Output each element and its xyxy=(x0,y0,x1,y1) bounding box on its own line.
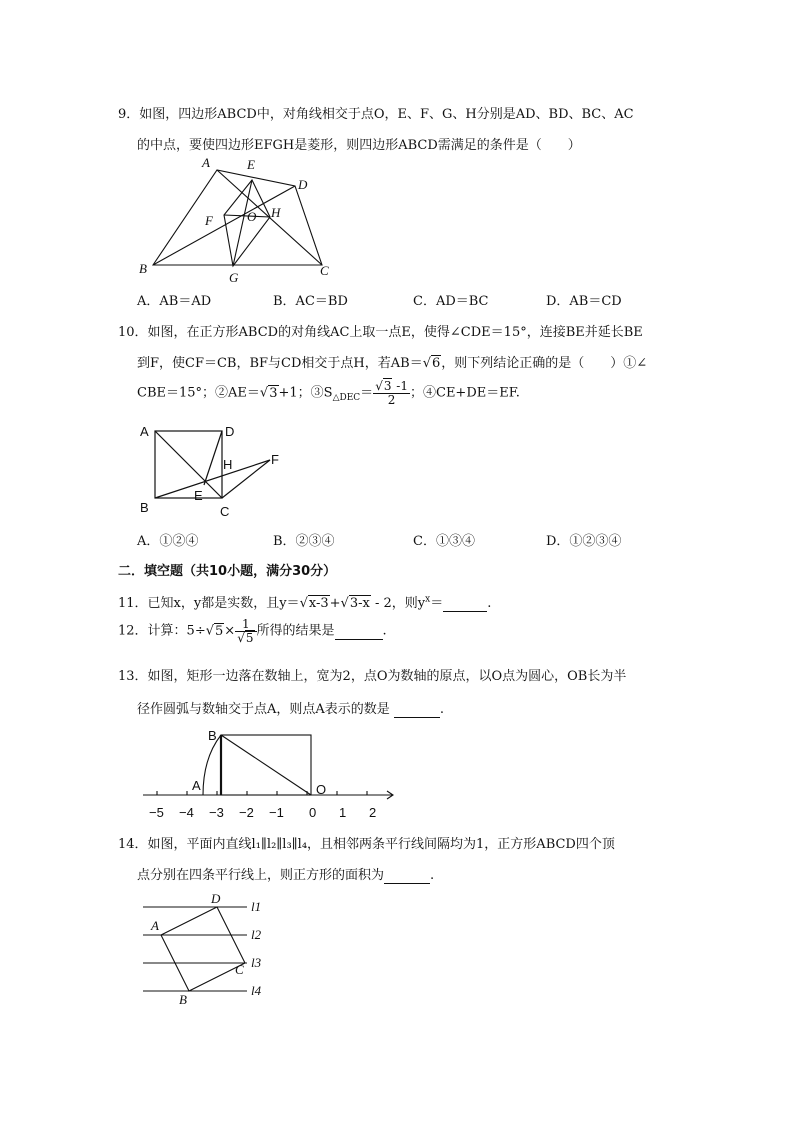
q14-label-a: A xyxy=(151,918,159,933)
q10-option-c[interactable]: C．①③④ xyxy=(413,534,475,549)
q10-label-h: H xyxy=(223,457,233,472)
q14-label-d: D xyxy=(211,891,221,906)
q10-label-c: C xyxy=(220,504,230,519)
q9-label-e: E xyxy=(247,157,255,172)
q14-line-l2: l2 xyxy=(251,927,262,942)
q13-label-b: B xyxy=(208,728,217,743)
q13-tick-0: 0 xyxy=(309,805,317,820)
q10-label-f: F xyxy=(271,452,279,467)
q10-label-b: B xyxy=(140,500,149,515)
q10-line3: CBE＝15°；②AE＝√3+1；$③S_{\triangle DEC}=$ $\frac{√3 -1}{2}$ ；④CE+DE＝EF. xyxy=(137,379,520,407)
q13-answer-blank[interactable] xyxy=(394,702,440,718)
q14-answer-blank[interactable] xyxy=(384,868,430,884)
q9-option-c[interactable]: C．AD＝BC xyxy=(413,294,489,309)
q9-line2: 的中点，要使四边形EFGH是菱形，则四边形ABCD需满足的条件是（ ） xyxy=(137,138,581,153)
q12-fraction: $\frac{1}{√5}$ xyxy=(235,618,256,644)
q13-line2: 径作圆弧与数轴交于点A，则点A表示的数是 . xyxy=(137,702,445,717)
q14-line-l1: l1 xyxy=(251,899,262,914)
q9-label-c: C xyxy=(320,263,329,278)
q9-label-d: D xyxy=(298,177,308,192)
q14-label-b: B xyxy=(179,992,187,1007)
q10-line1: 10．如图，在正方形ABCD的对角线AC上取一点E，使得∠CDE＝15°，连接BE并延长BE xyxy=(118,325,643,340)
q11-answer-blank[interactable] xyxy=(443,596,487,612)
q9-label-b: B xyxy=(139,261,147,276)
q9-label-g: G xyxy=(229,270,239,285)
q9-option-d[interactable]: D．AB＝CD xyxy=(546,294,622,309)
q10-figure xyxy=(130,418,300,528)
q14-label-c: C xyxy=(235,962,244,977)
q11-line: 11．已知x，y都是实数，且y＝√x-3+√3-x - 2，则$y^x=$ . xyxy=(118,594,492,611)
q14-line-l4: l4 xyxy=(251,983,262,998)
q13-tick-neg2: −2 xyxy=(239,805,254,820)
section-fill-in-title: 二．填空题（共10小题，满分30分） xyxy=(118,564,337,579)
q12-answer-blank[interactable] xyxy=(335,624,383,640)
q13-tick-neg1: −1 xyxy=(269,805,284,820)
q12-line: 12．计算：5÷√5× $\frac{1}{√5}$ 所得的结果是 . xyxy=(118,617,387,645)
q10-line2: 到F，使CF＝CB，BF与CD相交于点H，若AB＝√6，则下列结论正确的是（ ）①∠ xyxy=(137,356,648,371)
q9-label-a: A xyxy=(202,155,210,170)
q10-option-a[interactable]: A．①②④ xyxy=(137,534,199,549)
q13-label-a: A xyxy=(192,778,201,793)
q13-figure xyxy=(135,722,405,824)
q9-label-h: H xyxy=(271,205,281,220)
q9-option-a[interactable]: A．AB＝AD xyxy=(137,294,212,309)
q13-tick-2: 2 xyxy=(369,805,377,820)
q10-option-d[interactable]: D．①②③④ xyxy=(546,534,622,549)
q10-label-e: E xyxy=(194,488,203,503)
q10-label-a: A xyxy=(140,424,149,439)
q13-tick-neg3: −3 xyxy=(209,805,224,820)
q14-figure xyxy=(135,888,275,1008)
q9-label-f: F xyxy=(205,213,213,228)
q9-line1: 9．如图，四边形ABCD中，对角线相交于点O，E、F、G、H分别是AD、BD、BC、AC xyxy=(118,107,634,122)
q13-tick-1: 1 xyxy=(339,805,347,820)
q14-line1: 14．如图，平面内直线l₁∥l₂∥l₃∥l₄，且相邻两条平行线间隔均为1，正方形ABCD四个顶 xyxy=(118,837,615,852)
q13-tick-neg4: −4 xyxy=(179,805,194,820)
q9-label-o: O xyxy=(247,209,257,224)
q14-line2: 点分别在四条平行线上，则正方形的面积为 . xyxy=(137,868,435,883)
q13-tick-neg5: −5 xyxy=(149,805,164,820)
q9-option-b[interactable]: B．AC＝BD xyxy=(273,294,348,309)
q10-fraction: $\frac{√3 -1}{2}$ xyxy=(375,379,408,407)
q10-label-d: D xyxy=(225,424,235,439)
q9-figure xyxy=(130,155,340,285)
q13-label-o: O xyxy=(316,782,327,797)
q10-option-b[interactable]: B．②③④ xyxy=(273,534,335,549)
q14-line-l3: l3 xyxy=(251,955,262,970)
q13-line1: 13．如图，矩形一边落在数轴上，宽为2，点O为数轴的原点，以O点为圆心，OB长为半 xyxy=(118,669,627,684)
